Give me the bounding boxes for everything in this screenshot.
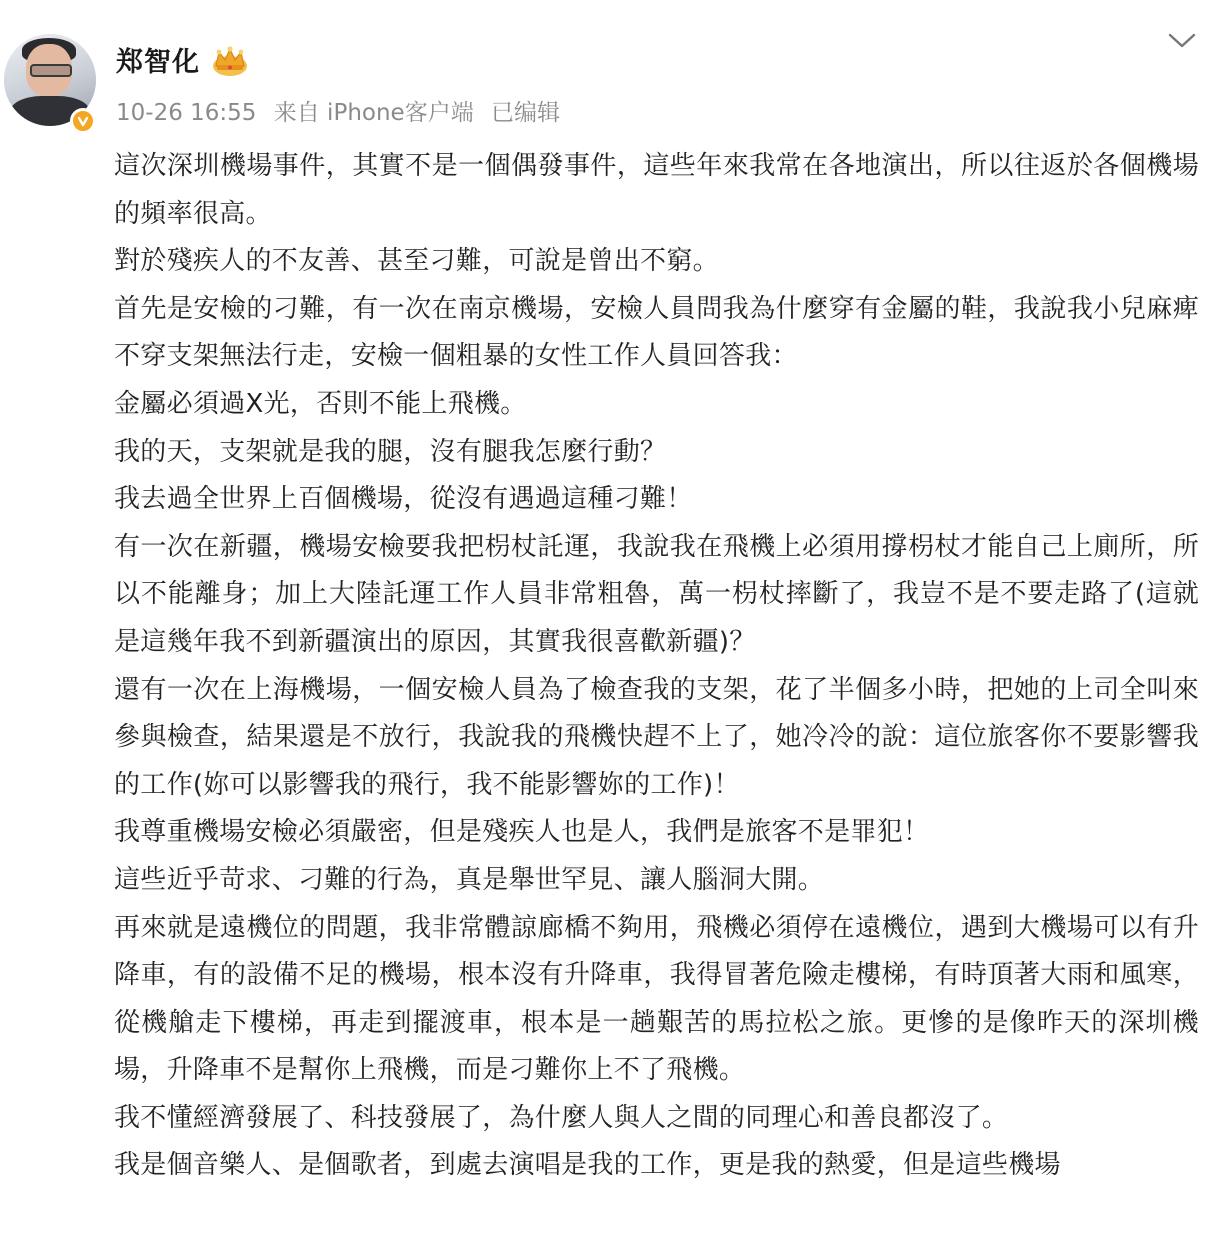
post-paragraph: 我不懂經濟發展了、科技發展了，為什麼人與人之間的同理心和善良都沒了。	[114, 1102, 1009, 1133]
post-paragraph: 我去過全世界上百個機場，從沒有遇過這種刁難！	[114, 484, 693, 515]
post-paragraph: 對於殘疾人的不友善、甚至刁難，可說是曾出不窮。	[114, 246, 719, 277]
post-source: 来自 iPhone客户端	[273, 100, 474, 126]
post-meta	[116, 94, 570, 127]
post-content	[114, 143, 1199, 1190]
post-paragraph: 再來就是遠機位的問題，我非常體諒廊橋不夠用，飛機必須停在遠機位，遇到大機場可以有升降車，有的設備不足的機場，根本沒有升降車，我得冒著危險走樓梯，有時頂著大雨和風寒，從機艙走下樓梯，再走到擺渡車，根本是一趟艱苦的馬拉松之旅。更慘的是像昨天的深圳機場，升降車不是幫你上飛機，而是刁難你上不了飛機。	[114, 912, 1199, 1086]
post-menu-button[interactable]	[1164, 26, 1200, 56]
post-time[interactable]: 10-26 16:55	[116, 100, 257, 126]
crown-icon[interactable]	[210, 44, 250, 78]
post-paragraph: 有一次在新疆，機場安檢要我把枴杖託運，我說我在飛機上必須用撐枴杖才能自己上廁所，所以不能離身；加上大陸託運工作人員非常粗魯，萬一枴杖摔斷了，我豈不是不要走路了(這就是這幾年我不到新疆演出的原因，其實我很喜歡新疆)？	[114, 531, 1199, 657]
author-name[interactable]: 郑智化	[116, 47, 200, 78]
edited-label[interactable]: 已编辑	[491, 100, 561, 126]
post-paragraph: 我是個音樂人、是個歌者，到處去演唱是我的工作，更是我的熱愛，但是這些機場	[114, 1150, 1061, 1181]
post-paragraph: 這些近乎苛求、刁難的行為，真是舉世罕見、讓人腦洞大開。	[114, 864, 825, 895]
post-paragraph: 還有一次在上海機場，一個安檢人員為了檢查我的支架，花了半個多小時，把她的上司全叫來參與檢查，結果還是不放行，我說我的飛機快趕不上了，她冷冷的說：這位旅客你不要影響我的工作(妳可以影響我的飛行，我不能影響妳的工作)！	[114, 674, 1199, 800]
post-paragraph: 我的天，支架就是我的腿，沒有腿我怎麼行動？	[114, 436, 667, 467]
chevron-down-icon	[1167, 32, 1197, 50]
post-paragraph: 首先是安檢的刁難，有一次在南京機場，安檢人員問我為什麼穿有金屬的鞋，我說我小兒麻痺不穿支架無法行走，安檢一個粗暴的女性工作人員回答我：	[114, 293, 1199, 372]
verified-badge-icon	[70, 108, 96, 134]
post-paragraph: 我尊重機場安檢必須嚴密，但是殘疾人也是人，我們是旅客不是罪犯！	[114, 817, 930, 848]
post-paragraph: 這次深圳機場事件，其實不是一個偶發事件，這些年來我常在各地演出，所以往返於各個機場的頻率很高。	[114, 151, 1199, 229]
post-paragraph: 金屬必須過X光，否則不能上飛機。	[114, 388, 527, 419]
